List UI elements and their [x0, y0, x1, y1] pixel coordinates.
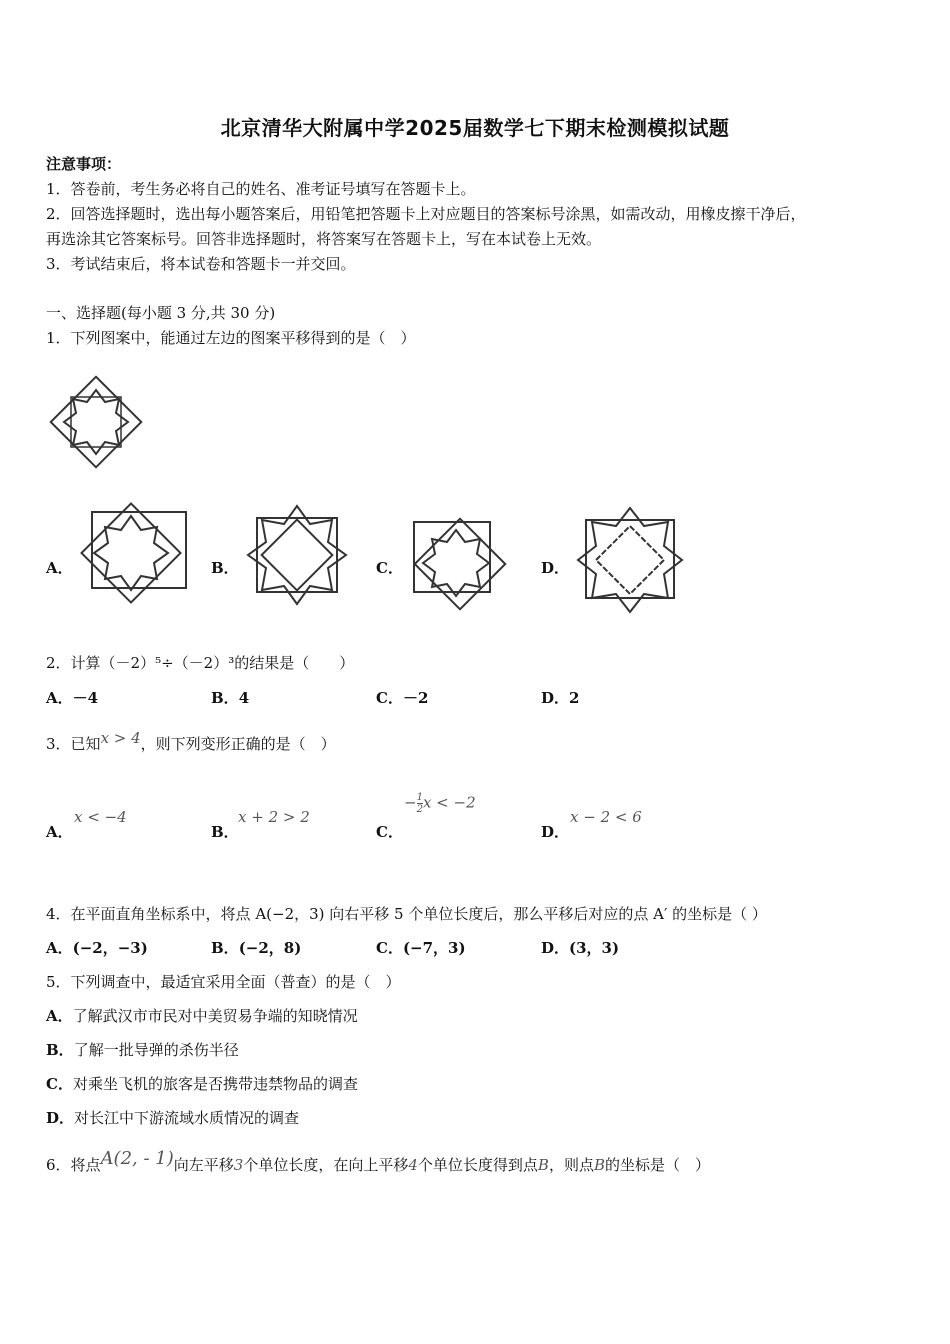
minus-sign: − — [404, 793, 417, 812]
question-text: 向左平移 — [173, 1156, 234, 1174]
condition-expr: x > 4 — [100, 729, 141, 747]
option-d-label[interactable]: D． — [541, 823, 570, 841]
option-label: C． — [376, 939, 403, 957]
option-c[interactable] — [376, 687, 428, 708]
option-b-expr[interactable]: x + 2 > 2 — [238, 808, 310, 826]
option-b-figure[interactable] — [242, 500, 354, 612]
question-text: 计算（－2）⁵÷（－2）³的结果是（ ） — [70, 654, 355, 672]
numerator: 1 — [416, 792, 423, 803]
question-text: 个单位长度，在向上平移 — [243, 1156, 409, 1174]
question-number: 1． — [46, 329, 71, 347]
denominator: 2 — [416, 804, 423, 815]
question-1 — [46, 327, 416, 348]
option-value: (−2，8) — [238, 939, 302, 957]
number-3: 3 — [233, 1156, 244, 1174]
question-text: 将点 — [70, 1156, 101, 1174]
option-b-label[interactable]: B． — [211, 559, 239, 577]
option-value: 了解一批导弹的杀伤半径 — [73, 1041, 239, 1059]
option-label: B． — [211, 689, 239, 707]
question-number: 6． — [46, 1156, 71, 1174]
question-5 — [46, 971, 401, 992]
option-value: (−2，−3) — [72, 939, 148, 957]
option-b[interactable] — [46, 1039, 239, 1060]
reference-pattern-figure — [46, 372, 146, 472]
option-value: 2 — [569, 689, 580, 707]
section-heading: 一、选择题(每小题 3 分,共 30 分) — [46, 304, 276, 322]
question-4 — [46, 903, 767, 924]
note-item: 再选涂其它答案标号。回答非选择题时，将答案写在答题卡上，写在本试卷上无效。 — [46, 230, 602, 248]
option-label: A． — [46, 939, 73, 957]
note-item: 3．考试结束后，将本试卷和答题卡一并交回。 — [46, 255, 356, 273]
question-text: ，则点 — [548, 1156, 594, 1174]
option-a[interactable] — [46, 1005, 358, 1026]
point-a-expr: A(2, - 1) — [100, 1148, 174, 1169]
option-value: 对长江中下游流域水质情况的调查 — [74, 1109, 300, 1127]
option-label: B． — [211, 939, 239, 957]
question-text: 下列图案中，能通过左边的图案平移得到的是（ ） — [70, 329, 416, 347]
question-6 — [46, 1148, 710, 1175]
number-4: 4 — [408, 1156, 418, 1174]
option-c-label[interactable]: C． — [376, 559, 403, 577]
question-2 — [46, 652, 354, 673]
option-value: 对乘坐飞机的旅客是否携带违禁物品的调查 — [72, 1075, 358, 1093]
option-label: A． — [46, 1007, 73, 1025]
question-number: 5． — [46, 973, 71, 991]
option-d[interactable] — [541, 937, 619, 958]
question-number: 4． — [46, 905, 71, 923]
option-b[interactable] — [211, 937, 301, 958]
option-value: －2 — [402, 689, 429, 707]
question-text: 下列调查中，最适宜采用全面（普查）的是（ ） — [70, 973, 401, 991]
question-text: 个单位长度得到点 — [417, 1156, 538, 1174]
option-value: 了解武汉市市民对中美贸易争端的知晓情况 — [72, 1007, 358, 1025]
question-number: 3． — [46, 735, 71, 753]
option-value: (−7，3) — [402, 939, 466, 957]
option-label: B． — [46, 1041, 74, 1059]
option-b[interactable] — [211, 687, 249, 708]
note-item: 1．答卷前，考生务必将自己的姓名、准考证号填写在答题卡上。 — [46, 180, 476, 198]
option-d[interactable] — [541, 687, 579, 708]
option-c-label[interactable]: C． — [376, 823, 403, 841]
question-text: 在平面直角坐标系中，将点 A(−2，3) 向右平移 5 个单位长度后，那么平移后对应的点 A′ 的坐标是（ ） — [70, 905, 767, 923]
option-a-label[interactable]: A． — [46, 559, 73, 577]
option-a[interactable] — [46, 687, 98, 708]
question-text: ，则下列变形正确的是（ ） — [140, 735, 336, 753]
option-d-expr[interactable]: x − 2 < 6 — [570, 808, 642, 826]
option-c[interactable] — [46, 1073, 358, 1094]
option-d-figure[interactable] — [572, 504, 692, 620]
option-value: (3，3) — [569, 939, 620, 957]
option-c-expr[interactable] — [404, 792, 476, 815]
option-label: D． — [541, 689, 570, 707]
option-value: 4 — [238, 689, 250, 707]
option-a-label[interactable]: A． — [46, 823, 73, 841]
option-c-figure[interactable] — [404, 510, 516, 618]
point-b: B — [593, 1156, 605, 1174]
option-b-label[interactable]: B． — [211, 823, 239, 841]
option-d-label[interactable]: D． — [541, 559, 570, 577]
note-item: 2．回答选择题时，选出每小题答案后，用铅笔把答题卡上对应题目的答案标号涂黑，如需改动，用橡皮擦干净后， — [46, 205, 806, 223]
option-a-figure[interactable] — [74, 496, 190, 612]
question-number: 2． — [46, 654, 71, 672]
option-label: D． — [541, 939, 570, 957]
option-a-expr[interactable]: x < −4 — [74, 808, 127, 826]
page-title: 北京清华大附属中学2025届数学七下期末检测模拟试题 — [220, 116, 730, 140]
option-label: D． — [46, 1109, 75, 1127]
option-label: C． — [376, 689, 403, 707]
question-text: 已知 — [70, 735, 101, 753]
notes-heading: 注意事项： — [46, 155, 122, 173]
option-a[interactable] — [46, 937, 148, 958]
option-label: A． — [46, 689, 73, 707]
option-d[interactable] — [46, 1107, 299, 1128]
option-label: C． — [46, 1075, 73, 1093]
expr-rest: x < −2 — [422, 793, 476, 812]
option-value: －4 — [72, 689, 99, 707]
question-3 — [46, 729, 336, 754]
question-text: 的坐标是（ ） — [604, 1156, 710, 1174]
point-b: B — [537, 1156, 549, 1174]
option-c[interactable] — [376, 937, 466, 958]
